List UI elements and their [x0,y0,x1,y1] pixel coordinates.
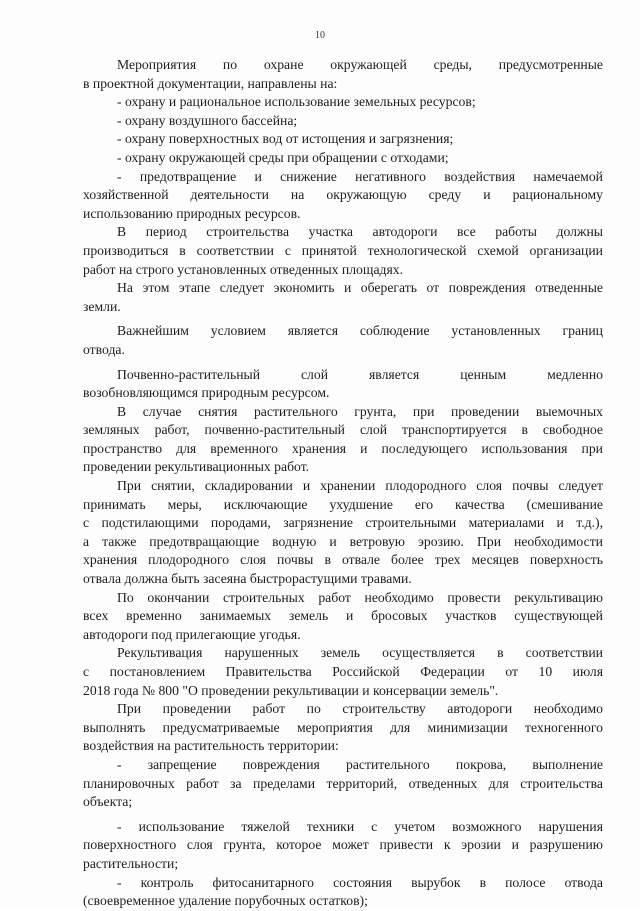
text-line: При проведении работ по строительству автодороги необходимо [117,701,603,717]
text-line: планировочных работ за пределами территорий, отведенных для строительства [83,775,603,791]
text-line: хозяйственной деятельности на окружающую среду и рациональному [83,187,603,203]
text-line: с постановлением Правительства Российской Федерации от 10 июля [83,664,603,679]
text-line: земляных работ, почвенно-растительный слой транспортируется в свободное [83,422,603,438]
text-line: В случае снятия растительного грунта, при проведении выемочных [117,403,603,419]
text-line: - охрану и рациональное использование земельных ресурсов; [117,94,476,110]
text-line: хранения плодородного слоя почвы в отвале более трех месяцев поверхность [83,552,603,568]
text-line: отвода. [83,341,125,357]
page-number: 10 [315,30,325,41]
text-line: выполнять предусматриваемые мероприятия для минимизации техногенного [83,719,603,735]
text-line: Важнейшим условием является соблюдение установленных границ [117,323,603,339]
text-line: Мероприятия по охране окружающей среды, предусмотренные [117,57,603,72]
text-line: - запрещение повреждения растительного покрова, выполнение [117,756,603,772]
text-line: использованию природных ресурсов. [83,205,301,221]
text-line: всех временно занимаемых земель и бросовых участков существующей [83,608,603,624]
text-line: Рекультивация нарушенных земель осуществляется в соответствии [117,645,603,661]
text-line: 2018 года № 800 "О проведении рекультивации и консервации земель". [83,682,499,698]
text-line: в проектной документации, направлены на: [83,75,338,91]
text-line: отвала должна быть засеяна быстрорастущими травами. [83,571,412,587]
text-line: По окончании строительных работ необходимо провести рекультивацию [117,589,603,605]
text-line: земли. [83,298,121,314]
text-line: автодороги под прилегающие угодья. [83,626,301,642]
text-line: проведении рекультивационных работ. [83,459,310,475]
document-body [83,56,603,911]
text-line: - использование тяжелой техники с учетом возможного нарушения [117,818,603,834]
text-line: возобновляющимся природным ресурсом. [83,385,330,401]
text-line: Почвенно-растительный слой является ценным медленно [117,366,603,382]
text-line: В период строительства участка автодороги все работы должны [117,224,603,240]
text-line: На этом этапе следует экономить и оберегать от повреждения отведенные [117,280,603,296]
text-line: растительности; [83,855,179,871]
text-line: работ на строго установленных отведенных площадях. [83,261,404,277]
text-line: а также предотвращающие водную и ветровую эрозию. При необходимости [83,533,603,549]
text-line: с подстилающими породами, загрязнение строительными материалами и т.д.), [83,515,603,531]
text-line: принимать меры, исключающие ухудшение его качества (смешивание [83,496,603,512]
text-line: поверхностного слоя грунта, которое может привести к эрозии и разрушению [83,837,603,853]
text-line: - контроль фитосанитарного состояния вырубок в полосе отвода [117,874,603,890]
text-line: При снятии, складировании и хранении плодородного слоя почвы следует [117,478,603,494]
text-line: (своевременное удаление порубочных остатков); [83,893,368,909]
text-line: пространство для временного хранения и последующего использования при [83,440,603,456]
text-line: воздействия на растительность территории: [83,738,339,754]
text-line: - охрану окружающей среды при обращении с отходами; [117,149,449,165]
text-line: - охрану поверхностных вод от истощения и загрязнения; [117,131,454,147]
text-line: производиться в соответствии с принятой технологической схемой организации [83,242,603,258]
text-line: объекта; [83,794,133,810]
text-line: - охрану воздушного бассейна; [117,112,298,128]
text-line: - предотвращение и снижение негативного воздействия намечаемой [117,168,603,184]
